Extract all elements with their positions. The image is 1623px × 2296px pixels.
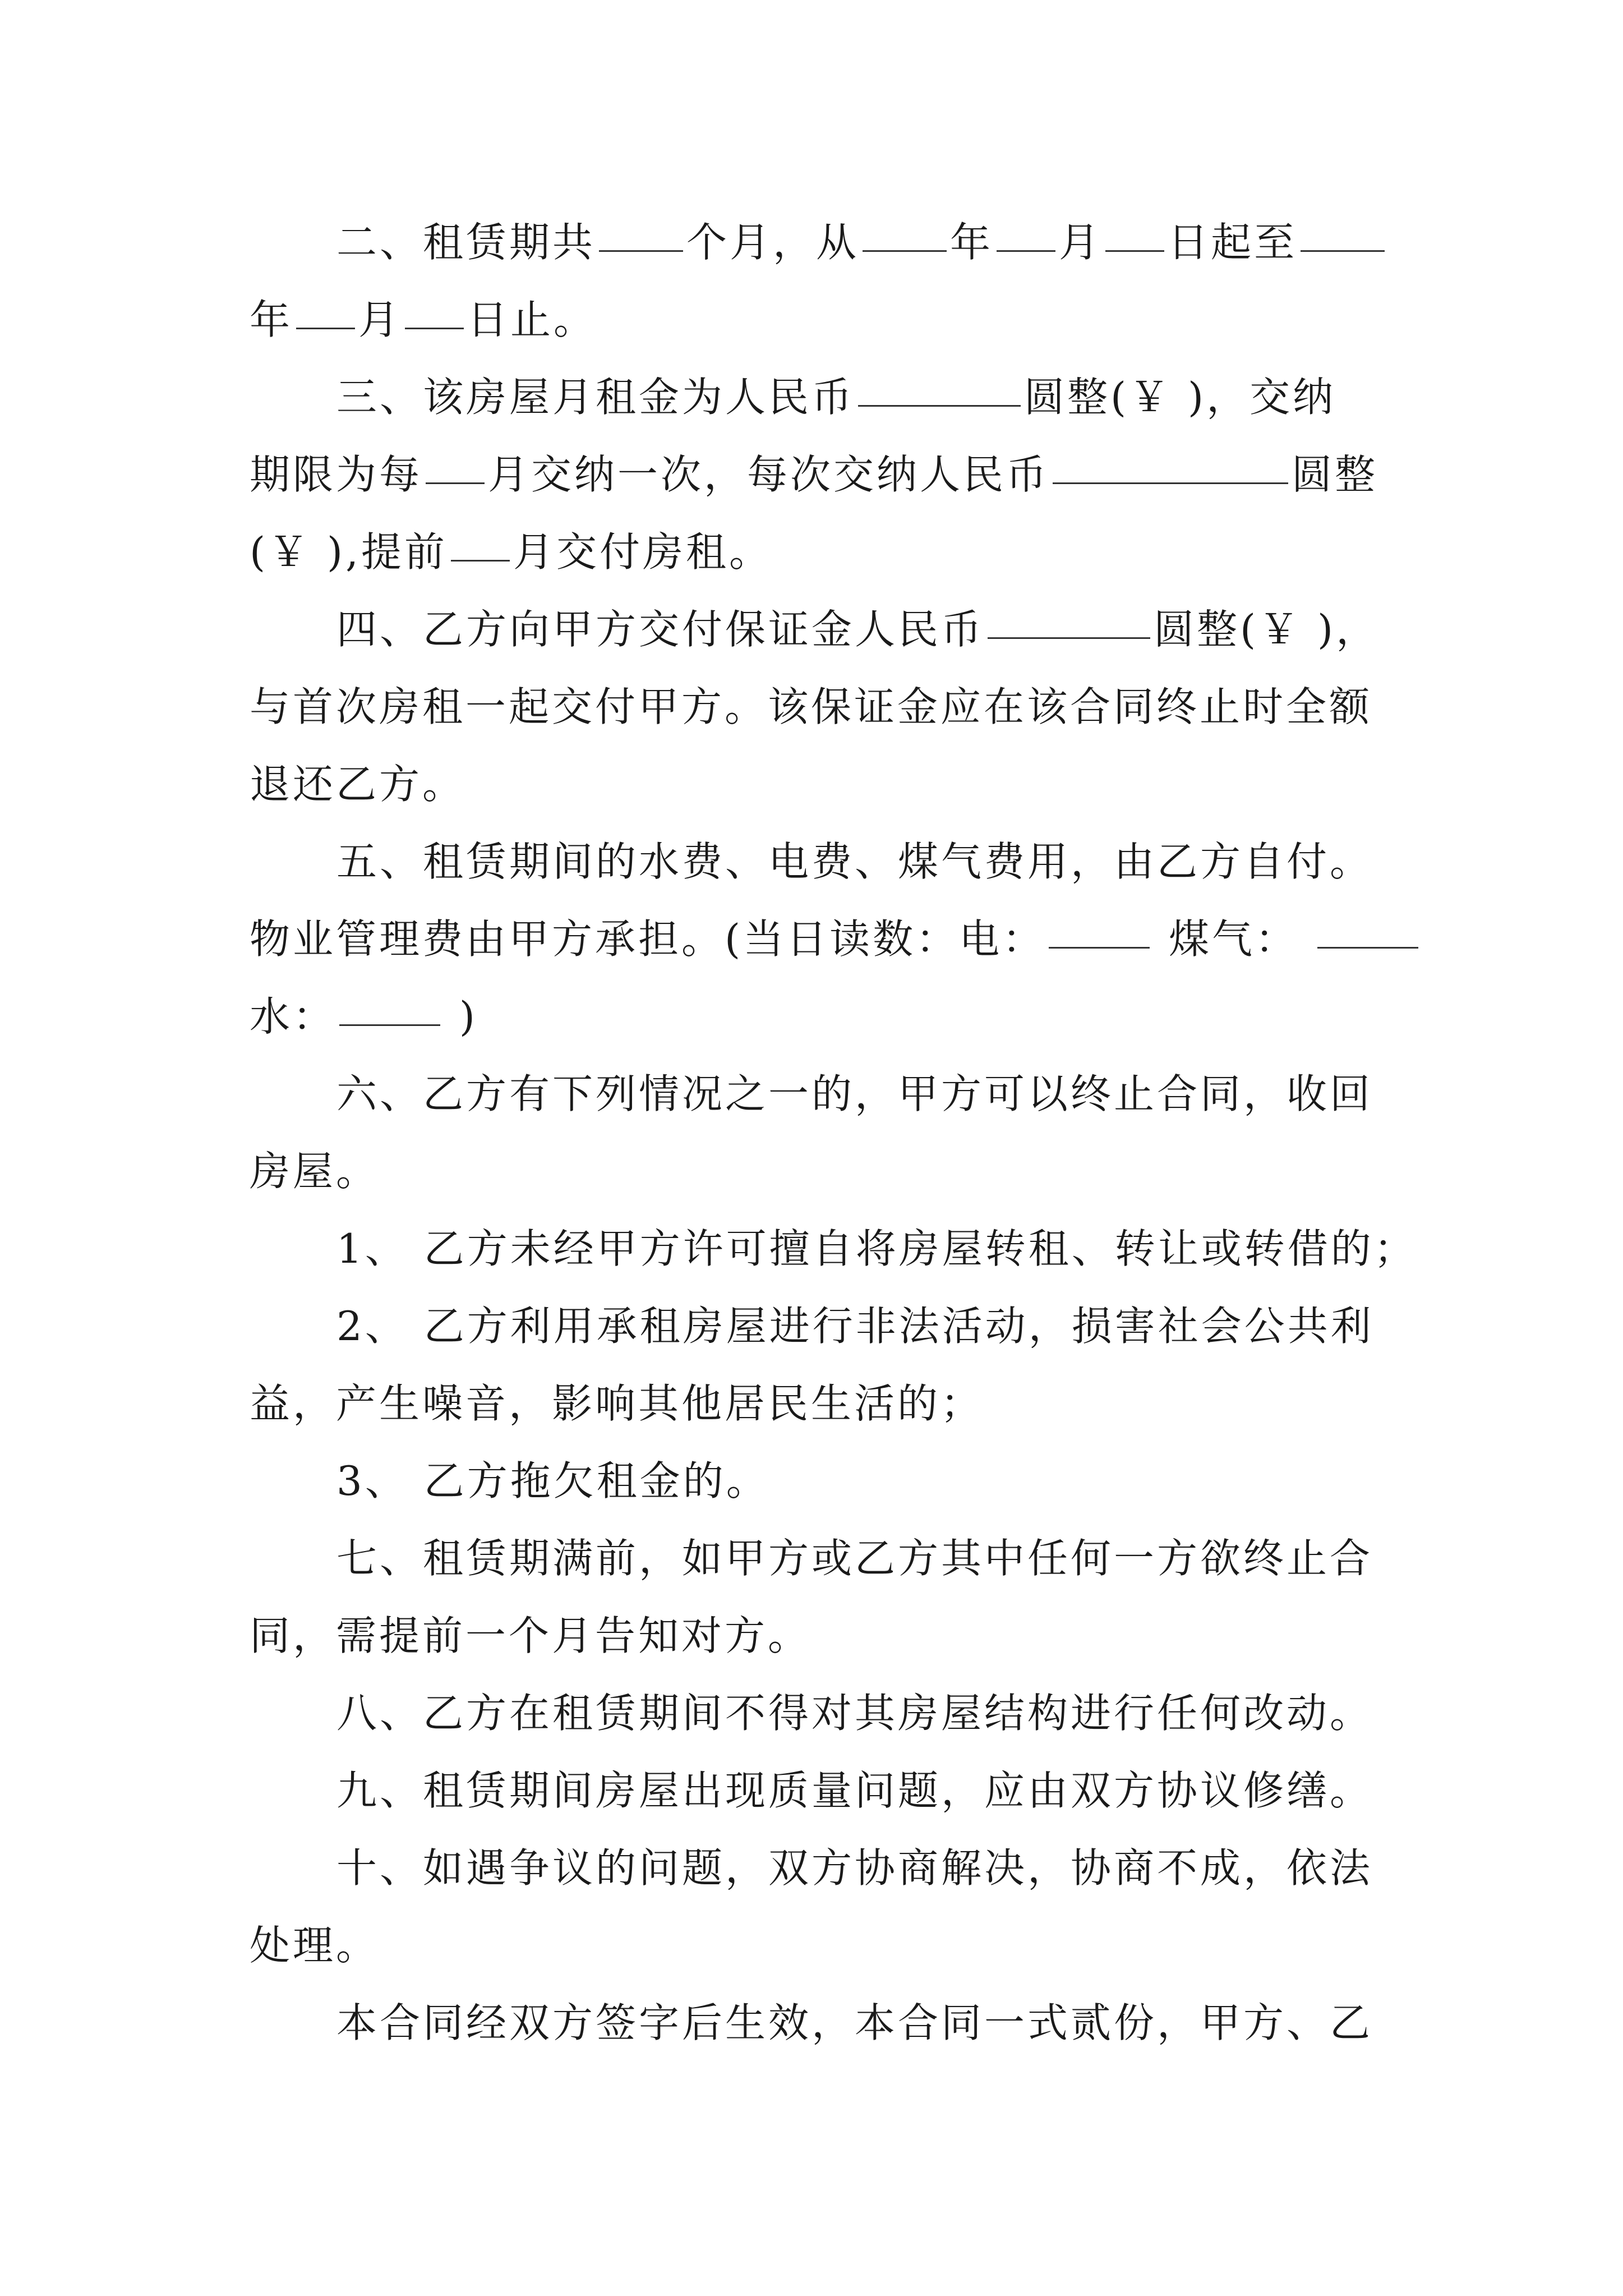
clause-6-line-1: 六、乙方有下列情况之一的，甲方可以终止合同，收回 xyxy=(336,1070,1373,1117)
payment-period-blank[interactable] xyxy=(426,443,485,484)
clause-2-text: 日起至 xyxy=(1168,219,1298,266)
clause-8: 八、乙方在租赁期间不得对其房屋结构进行任何改动。 xyxy=(336,1690,1373,1737)
electricity-reading-blank[interactable] xyxy=(1049,908,1150,949)
clause-5-text: 水： xyxy=(250,993,336,1040)
clause-5-text: 物业管理费由甲方承担。(当日读数：电： xyxy=(250,915,1046,963)
clause-3-text: 月交付房租。 xyxy=(513,528,772,576)
clause-2-line-2 xyxy=(250,280,1394,359)
water-reading-blank[interactable] xyxy=(339,985,440,1026)
end-month-blank[interactable] xyxy=(296,288,355,329)
clause-5-line-3 xyxy=(250,977,1394,1056)
clause-5-text: 煤气： xyxy=(1168,915,1298,963)
clause-2-text: 年 xyxy=(950,219,994,266)
clause-4-text: 圆整(￥ )， xyxy=(1154,606,1380,653)
deposit-blank[interactable] xyxy=(988,598,1150,639)
clause-3-text: 圆整 xyxy=(1292,451,1378,498)
clause-3-text: 三、该房屋月租金为人民币 xyxy=(336,374,855,421)
monthly-rent-blank[interactable] xyxy=(858,366,1021,407)
clause-3-line-1 xyxy=(250,358,1481,436)
clause-3-line-2 xyxy=(250,435,1394,514)
clause-5-text: ) xyxy=(459,993,478,1040)
clause-3-text: 期限为每 xyxy=(250,451,423,498)
clause-6-line-2: 房屋。 xyxy=(250,1148,380,1195)
clause-7-line-1: 七、租赁期满前，如甲方或乙方其中任何一方欲终止合 xyxy=(336,1535,1373,1582)
clause-4-line-1 xyxy=(250,590,1481,669)
clause-2-line-1 xyxy=(250,203,1481,282)
clause-6-item-2: 2、 乙方利用承租房屋进行非法活动，损害社会公共利 xyxy=(336,1303,1374,1350)
clause-2-text: 年 xyxy=(250,296,293,343)
clause-3-text: 圆整(￥ )，交纳 xyxy=(1024,374,1336,421)
start-year-blank[interactable] xyxy=(863,211,947,252)
start-month-blank[interactable] xyxy=(997,211,1055,252)
clause-2-text: 月 xyxy=(1059,219,1103,266)
clause-3-line-3 xyxy=(250,513,1394,591)
clause-4-line-3: 退还乙方。 xyxy=(250,761,466,808)
clause-2-text: 日止。 xyxy=(467,296,597,343)
clause-3-text: (￥ ),提前 xyxy=(250,528,448,576)
clause-5-line-2 xyxy=(250,900,1394,978)
clause-10-line-2: 处理。 xyxy=(250,1922,380,1969)
clause-10-line-1: 十、如遇争议的问题，双方协商解决，协商不成，依法 xyxy=(336,1844,1373,1892)
clause-7-line-2: 同，需提前一个月告知对方。 xyxy=(250,1612,811,1659)
end-day-blank[interactable] xyxy=(405,288,464,329)
clause-3-text: 月交纳一次，每次交纳人民币 xyxy=(488,451,1050,498)
end-year-blank[interactable] xyxy=(1301,211,1385,252)
clause-6-item-2-cont: 益，产生噪音，影响其他居民生活的； xyxy=(250,1380,984,1427)
gas-reading-blank[interactable] xyxy=(1317,908,1418,949)
clause-4-line-2: 与首次房租一起交付甲方。该保证金应在该合同终止时全额 xyxy=(250,683,1373,730)
clause-2-text: 二、租赁期共 xyxy=(336,219,596,266)
advance-months-blank[interactable] xyxy=(451,521,510,562)
start-day-blank[interactable] xyxy=(1105,211,1164,252)
clause-6-item-1: 1、 乙方未经甲方许可擅自将房屋转租、转让或转借的； xyxy=(336,1225,1417,1272)
clause-9: 九、租赁期间房屋出现质量问题，应由双方协议修缮。 xyxy=(336,1767,1373,1814)
clause-6-item-3: 3、 乙方拖欠租金的。 xyxy=(336,1457,769,1504)
closing-line: 本合同经双方签字后生效，本合同一式贰份，甲方、乙 xyxy=(336,1999,1373,2046)
payment-amount-blank[interactable] xyxy=(1053,443,1288,484)
clause-4-text: 四、乙方向甲方交付保证金人民币 xyxy=(336,606,985,653)
clause-2-text: 月 xyxy=(358,296,402,343)
months-blank[interactable] xyxy=(599,211,683,252)
clause-2-text: 个月，从 xyxy=(686,219,860,266)
clause-5-line-1: 五、租赁期间的水费、电费、煤气费用，由乙方自付。 xyxy=(336,838,1373,885)
